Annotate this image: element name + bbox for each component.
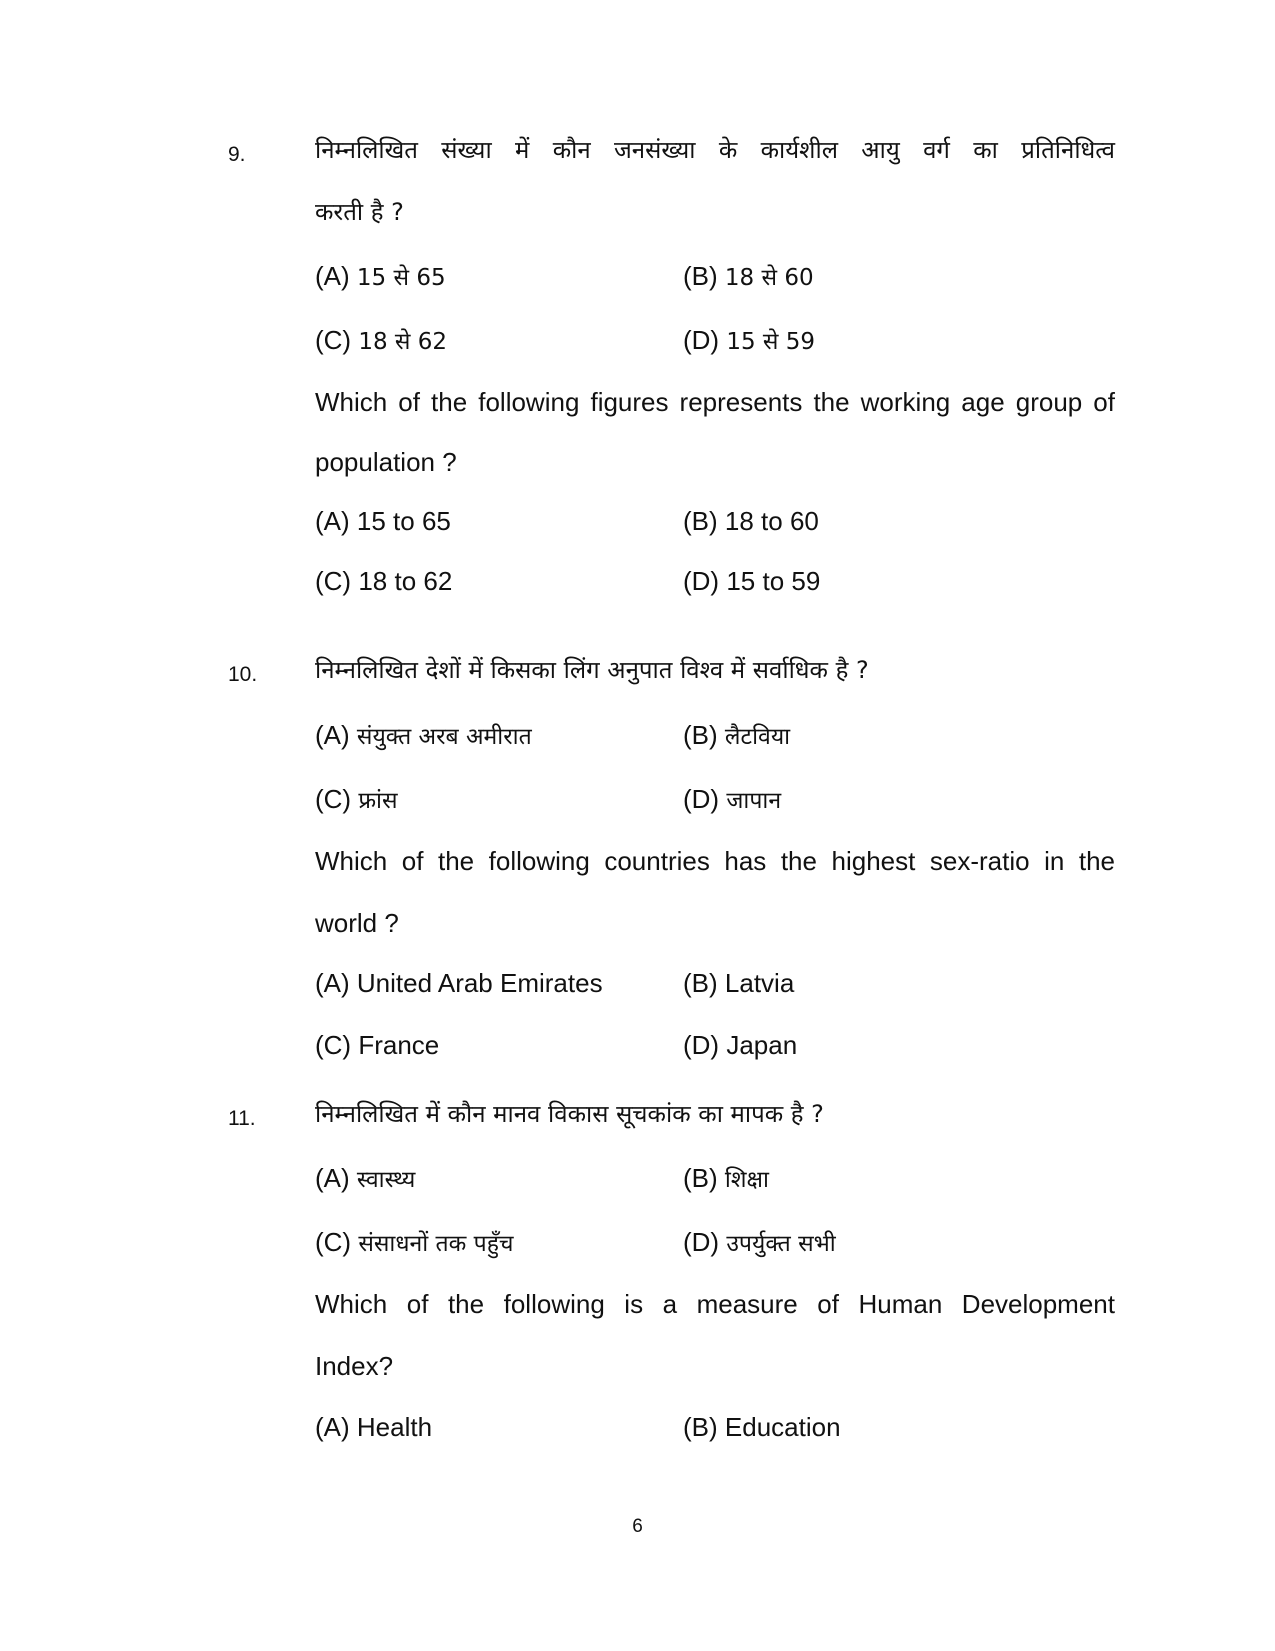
option-text: 18 to 62: [358, 566, 453, 596]
option-a-english: [315, 1409, 432, 1445]
option-label: (B): [683, 506, 718, 536]
option-label: (A): [315, 261, 350, 291]
option-label: (C): [315, 1030, 352, 1060]
question-text-english-cont: world ?: [315, 908, 399, 938]
option-text: 18 से 62: [358, 329, 448, 355]
option-d-english: [683, 563, 820, 599]
option-text: लैटविया: [724, 724, 791, 750]
option-a-hindi: [315, 717, 532, 755]
question-number: 11.: [228, 1107, 256, 1130]
option-a-english: [315, 503, 451, 539]
option-text: Latvia: [724, 968, 795, 998]
option-label: (D): [683, 325, 720, 355]
question-text-english: Which of the following figures represents the working age group of: [315, 387, 1115, 417]
option-label: (B): [683, 1163, 718, 1193]
option-text: स्वास्थ्य: [356, 1167, 416, 1193]
option-c-hindi: [315, 322, 447, 360]
option-label: (D): [683, 1030, 720, 1060]
option-label: (C): [315, 325, 352, 355]
option-label: (D): [683, 1227, 720, 1257]
option-label: (B): [683, 720, 718, 750]
option-c-hindi: [315, 1224, 514, 1262]
option-label: (C): [315, 566, 352, 596]
option-b-hindi: [683, 1160, 769, 1198]
option-label: (A): [315, 720, 350, 750]
option-c-hindi: [315, 781, 398, 819]
question-text-english: Which of the following countries has the highest sex-ratio in the: [315, 846, 1115, 876]
option-d-hindi: [683, 781, 781, 819]
option-text: 15 से 65: [356, 265, 446, 291]
option-text: Health: [356, 1412, 433, 1442]
option-label: (C): [315, 1227, 352, 1257]
option-b-english: [683, 1409, 841, 1445]
option-text: Japan: [726, 1030, 798, 1060]
option-label: (A): [315, 1412, 350, 1442]
option-label: (D): [683, 784, 720, 814]
option-label: (B): [683, 261, 718, 291]
option-a-english: [315, 965, 603, 1001]
option-text: 18 to 60: [724, 506, 819, 536]
option-text: फ्रांस: [358, 788, 398, 814]
option-label: (B): [683, 968, 718, 998]
option-text: उपर्युक्त सभी: [726, 1231, 836, 1257]
option-label: (A): [315, 506, 350, 536]
option-label: (B): [683, 1412, 718, 1442]
option-text: 15 से 59: [726, 329, 816, 355]
question-text-english-cont: Index?: [315, 1351, 394, 1381]
option-label: (D): [683, 566, 720, 596]
question-number: 10.: [228, 663, 258, 686]
option-text: Education: [724, 1412, 841, 1442]
question-text-english: Which of the following is a measure of Human Development: [315, 1289, 1115, 1319]
question-text-english-cont: population ?: [315, 447, 457, 477]
option-d-hindi: [683, 1224, 836, 1262]
option-text: France: [358, 1030, 440, 1060]
question-text-hindi: निम्नलिखित देशों में किसका लिंग अनुपात विश्व में सर्वाधिक है ?: [315, 656, 869, 684]
option-a-hindi: [315, 1160, 415, 1198]
option-text: 15 to 65: [356, 506, 451, 536]
option-text: संयुक्त अरब अमीरात: [356, 724, 532, 750]
option-c-english: [315, 563, 452, 599]
option-a-hindi: [315, 258, 446, 296]
option-b-english: [683, 503, 819, 539]
question-text-hindi: निम्नलिखित में कौन मानव विकास सूचकांक का मापक है ?: [315, 1100, 824, 1128]
option-b-english: [683, 965, 794, 1001]
option-label: (A): [315, 968, 350, 998]
question-text-hindi-cont: करती है ?: [315, 198, 404, 226]
question-text-hindi: निम्नलिखित संख्या में कौन जनसंख्या के कार्यशील आयु वर्ग का प्रतिनिधित्व: [315, 136, 1115, 164]
option-b-hindi: [683, 258, 814, 296]
option-b-hindi: [683, 717, 790, 755]
option-text: शिक्षा: [724, 1167, 769, 1193]
option-label: (A): [315, 1163, 350, 1193]
option-text: जापान: [726, 788, 782, 814]
option-label: (C): [315, 784, 352, 814]
option-text: संसाधनों तक पहुँच: [358, 1231, 514, 1257]
option-text: United Arab Emirates: [356, 968, 603, 998]
option-d-hindi: [683, 322, 815, 360]
page-number: 6: [632, 1516, 643, 1537]
option-c-english: [315, 1027, 439, 1063]
option-text: 15 to 59: [726, 566, 821, 596]
question-number: 9.: [228, 143, 246, 166]
option-text: 18 से 60: [724, 265, 814, 291]
option-d-english: [683, 1027, 797, 1063]
